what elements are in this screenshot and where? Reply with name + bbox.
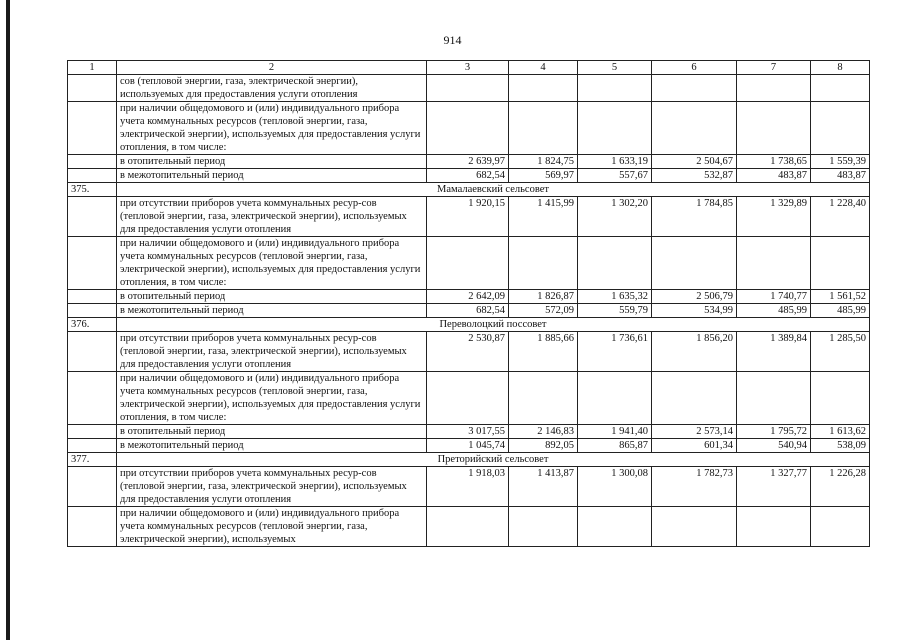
value-cell: 1 633,19 [578, 155, 652, 169]
table-row [68, 197, 870, 237]
value-cell: 1 329,89 [737, 197, 811, 237]
section-row [68, 183, 870, 197]
value-cell: 1 561,52 [811, 290, 870, 304]
value-cell: 1 856,20 [652, 332, 737, 372]
row-label: сов (тепловой энергии, газа, электрической энергии), используемых для предоставления услуги отопления [117, 75, 427, 102]
page-left-edge [6, 0, 10, 640]
row-label: при наличии общедомового и (или) индивидуального прибора учета коммунальных ресурсов (тепловой энергии, газа, электрической энергии), используемых для предоставления услуги отопления, в том числе: [117, 102, 427, 155]
value-cell: 485,99 [811, 304, 870, 318]
row-label: при отсутствии приборов учета коммунальных ресур-сов (тепловой энергии, газа, электрической энергии), используемых для предоставления услуги отопления [117, 332, 427, 372]
section-row [68, 453, 870, 467]
value-cell: 559,79 [578, 304, 652, 318]
value-cell: 1 824,75 [509, 155, 578, 169]
value-cell: 892,05 [509, 439, 578, 453]
table-row [68, 425, 870, 439]
value-cell: 557,67 [578, 169, 652, 183]
row-label: в отопительный период [117, 155, 427, 169]
value-cell: 2 642,09 [427, 290, 509, 304]
row-label: в межотопительный период [117, 304, 427, 318]
value-cell: 1 941,40 [578, 425, 652, 439]
value-cell: 1 613,62 [811, 425, 870, 439]
value-cell: 1 045,74 [427, 439, 509, 453]
column-header: 3 [427, 61, 509, 75]
value-cell: 1 885,66 [509, 332, 578, 372]
row-label: в межотопительный период [117, 439, 427, 453]
value-cell: 3 017,55 [427, 425, 509, 439]
value-cell: 538,09 [811, 439, 870, 453]
table-row [68, 75, 870, 102]
column-header: 2 [117, 61, 427, 75]
value-cell: 1 736,61 [578, 332, 652, 372]
column-header: 5 [578, 61, 652, 75]
column-header: 6 [652, 61, 737, 75]
table-row [68, 237, 870, 290]
page-number: 914 [443, 33, 462, 47]
value-cell: 485,99 [737, 304, 811, 318]
value-cell: 1 782,73 [652, 467, 737, 507]
section-number: 376. [68, 318, 117, 332]
value-cell: 2 573,14 [652, 425, 737, 439]
table-row [68, 372, 870, 425]
table-row [68, 439, 870, 453]
row-label: при наличии общедомового и (или) индивидуального прибора учета коммунальных ресурсов (тепловой энергии, газа, электрической энергии), используемых [117, 507, 427, 547]
table-row [68, 290, 870, 304]
value-cell: 682,54 [427, 169, 509, 183]
value-cell: 2 504,67 [652, 155, 737, 169]
column-header: 8 [811, 61, 870, 75]
column-header: 1 [68, 61, 117, 75]
table-row [68, 102, 870, 155]
tariff-table [67, 60, 870, 547]
value-cell: 1 415,99 [509, 197, 578, 237]
value-cell: 2 146,83 [509, 425, 578, 439]
row-label: в межотопительный период [117, 169, 427, 183]
value-cell: 1 635,32 [578, 290, 652, 304]
row-label: в отопительный период [117, 425, 427, 439]
value-cell: 1 300,08 [578, 467, 652, 507]
value-cell: 483,87 [737, 169, 811, 183]
row-label: при наличии общедомового и (или) индивидуального прибора учета коммунальных ресурсов (тепловой энергии, газа, электрической энергии), используемых для предоставления услуги отопления, в том числе: [117, 372, 427, 425]
value-cell: 572,09 [509, 304, 578, 318]
section-row [68, 318, 870, 332]
table-row [68, 467, 870, 507]
value-cell: 2 639,97 [427, 155, 509, 169]
section-number: 377. [68, 453, 117, 467]
value-cell: 1 795,72 [737, 425, 811, 439]
value-cell: 1 826,87 [509, 290, 578, 304]
section-title: Преторийский сельсовет [117, 453, 870, 467]
row-label: при отсутствии приборов учета коммунальных ресур-сов (тепловой энергии, газа, электрической энергии), используемых для предоставления услуги отопления [117, 467, 427, 507]
table-row [68, 169, 870, 183]
value-cell: 532,87 [652, 169, 737, 183]
value-cell: 1 389,84 [737, 332, 811, 372]
value-cell: 1 920,15 [427, 197, 509, 237]
row-label: в отопительный период [117, 290, 427, 304]
value-cell: 1 784,85 [652, 197, 737, 237]
value-cell: 1 413,87 [509, 467, 578, 507]
row-label: при наличии общедомового и (или) индивидуального прибора учета коммунальных ресурсов (тепловой энергии, газа, электрической энергии), используемых для предоставления услуги отопления, в том числе: [117, 237, 427, 290]
value-cell: 1 327,77 [737, 467, 811, 507]
column-header: 7 [737, 61, 811, 75]
row-label: при отсутствии приборов учета коммунальных ресур-сов (тепловой энергии, газа, электрической энергии), используемых для предоставления услуги отопления [117, 197, 427, 237]
section-title: Переволоцкий поссовет [117, 318, 870, 332]
value-cell: 1 918,03 [427, 467, 509, 507]
value-cell: 1 738,65 [737, 155, 811, 169]
value-cell: 601,34 [652, 439, 737, 453]
section-title: Мамалаевский сельсовет [117, 183, 870, 197]
table-row [68, 304, 870, 318]
table-row [68, 155, 870, 169]
value-cell: 2 506,79 [652, 290, 737, 304]
value-cell: 1 285,50 [811, 332, 870, 372]
value-cell: 865,87 [578, 439, 652, 453]
value-cell: 569,97 [509, 169, 578, 183]
column-numbers-row [68, 61, 870, 75]
value-cell: 534,99 [652, 304, 737, 318]
value-cell: 1 740,77 [737, 290, 811, 304]
value-cell: 1 226,28 [811, 467, 870, 507]
section-number: 375. [68, 183, 117, 197]
value-cell: 1 559,39 [811, 155, 870, 169]
value-cell: 1 228,40 [811, 197, 870, 237]
value-cell: 682,54 [427, 304, 509, 318]
table-row [68, 507, 870, 547]
value-cell: 483,87 [811, 169, 870, 183]
column-header: 4 [509, 61, 578, 75]
table-row [68, 332, 870, 372]
value-cell: 2 530,87 [427, 332, 509, 372]
value-cell: 540,94 [737, 439, 811, 453]
value-cell: 1 302,20 [578, 197, 652, 237]
